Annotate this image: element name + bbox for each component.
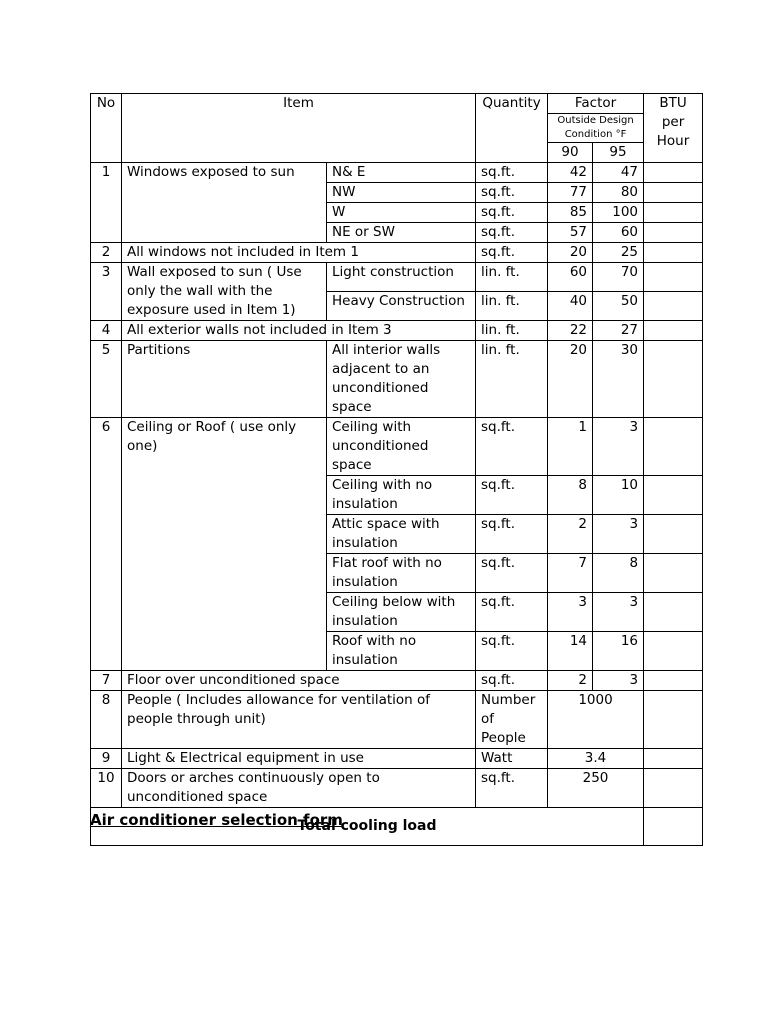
factor-95-cell: 27 xyxy=(593,321,644,341)
factor-95-cell: 25 xyxy=(593,243,644,263)
factor-90-cell: 2 xyxy=(548,515,593,554)
factor-95-cell: 80 xyxy=(593,183,644,203)
total-cooling-load-label: Total cooling load xyxy=(91,808,644,846)
btu-input-cell[interactable] xyxy=(644,223,703,243)
row-number: 5 xyxy=(91,341,122,418)
factor-95-cell: 3 xyxy=(593,593,644,632)
item-cell: Partitions xyxy=(122,341,327,418)
header-factor: Factor xyxy=(548,94,644,114)
factor-90-cell: 2 xyxy=(548,671,593,691)
btu-input-cell[interactable] xyxy=(644,515,703,554)
sub-item-cell: Light construction xyxy=(327,263,476,292)
btu-input-cell[interactable] xyxy=(644,418,703,476)
factor-90-cell: 1 xyxy=(548,418,593,476)
quantity-cell: sq.ft. xyxy=(476,183,548,203)
btu-input-cell[interactable] xyxy=(644,749,703,769)
btu-input-cell[interactable] xyxy=(644,321,703,341)
sub-item-cell: All interior walls adjacent to an unconditioned space xyxy=(327,341,476,418)
sub-item-cell: Flat roof with no insulation xyxy=(327,554,476,593)
row-number: 4 xyxy=(91,321,122,341)
factor-90-cell: 3 xyxy=(548,593,593,632)
cooling-load-table xyxy=(90,93,703,846)
factor-95-cell: 47 xyxy=(593,163,644,183)
btu-input-cell[interactable] xyxy=(644,769,703,808)
factor-cell: 250 xyxy=(548,769,644,808)
table-row xyxy=(91,163,703,183)
quantity-cell: sq.ft. xyxy=(476,554,548,593)
form-title: Air conditioner selection form xyxy=(90,811,343,829)
quantity-cell: sq.ft. xyxy=(476,223,548,243)
quantity-cell: lin. ft. xyxy=(476,263,548,292)
sub-item-cell: Heavy Construction xyxy=(327,292,476,321)
table-row xyxy=(91,671,703,691)
header-90: 90 xyxy=(548,143,593,163)
quantity-cell: Number of People xyxy=(476,691,548,749)
row-number: 9 xyxy=(91,749,122,769)
row-number: 3 xyxy=(91,263,122,321)
quantity-cell: sq.ft. xyxy=(476,476,548,515)
quantity-cell: sq.ft. xyxy=(476,769,548,808)
quantity-cell: lin. ft. xyxy=(476,292,548,321)
row-number: 8 xyxy=(91,691,122,749)
factor-95-cell: 60 xyxy=(593,223,644,243)
factor-cell: 1000 xyxy=(548,691,644,749)
table-row xyxy=(91,769,703,808)
sub-item-cell: N& E xyxy=(327,163,476,183)
btu-input-cell[interactable] xyxy=(644,691,703,749)
factor-95-cell: 16 xyxy=(593,632,644,671)
table-row xyxy=(91,321,703,341)
item-cell: All exterior walls not included in Item 3 xyxy=(122,321,476,341)
sub-item-cell: NW xyxy=(327,183,476,203)
sub-item-cell: W xyxy=(327,203,476,223)
factor-95-cell: 10 xyxy=(593,476,644,515)
factor-95-cell: 50 xyxy=(593,292,644,321)
row-number: 7 xyxy=(91,671,122,691)
item-cell: Doors or arches continuously open to unconditioned space xyxy=(122,769,476,808)
sub-item-cell: Ceiling with unconditioned space xyxy=(327,418,476,476)
btu-input-cell[interactable] xyxy=(644,243,703,263)
factor-90-cell: 60 xyxy=(548,263,593,292)
quantity-cell: sq.ft. xyxy=(476,593,548,632)
quantity-cell: sq.ft. xyxy=(476,163,548,183)
factor-90-cell: 57 xyxy=(548,223,593,243)
quantity-cell: sq.ft. xyxy=(476,632,548,671)
header-condition: Outside Design Condition °F xyxy=(548,114,644,143)
item-cell: People ( Includes allowance for ventilation of people through unit) xyxy=(122,691,476,749)
factor-90-cell: 20 xyxy=(548,341,593,418)
factor-cell: 3.4 xyxy=(548,749,644,769)
factor-95-cell: 100 xyxy=(593,203,644,223)
sub-item-cell: Attic space with insulation xyxy=(327,515,476,554)
table-row xyxy=(91,691,703,749)
row-number: 1 xyxy=(91,163,122,243)
factor-90-cell: 20 xyxy=(548,243,593,263)
quantity-cell: Watt xyxy=(476,749,548,769)
header-row xyxy=(91,94,703,114)
factor-90-cell: 8 xyxy=(548,476,593,515)
quantity-cell: sq.ft. xyxy=(476,243,548,263)
item-cell: Ceiling or Roof ( use only one) xyxy=(122,418,327,671)
factor-95-cell: 30 xyxy=(593,341,644,418)
btu-input-cell[interactable] xyxy=(644,593,703,632)
sub-item-cell: Ceiling below with insulation xyxy=(327,593,476,632)
factor-95-cell: 3 xyxy=(593,515,644,554)
btu-input-cell[interactable] xyxy=(644,292,703,321)
header-btu: BTU per Hour xyxy=(644,94,703,163)
item-cell: Light & Electrical equipment in use xyxy=(122,749,476,769)
header-item: Item xyxy=(122,94,476,163)
factor-90-cell: 42 xyxy=(548,163,593,183)
factor-95-cell: 3 xyxy=(593,418,644,476)
factor-90-cell: 85 xyxy=(548,203,593,223)
quantity-cell: sq.ft. xyxy=(476,203,548,223)
btu-input-cell[interactable] xyxy=(644,476,703,515)
factor-90-cell: 40 xyxy=(548,292,593,321)
btu-input-cell[interactable] xyxy=(644,341,703,418)
factor-90-cell: 7 xyxy=(548,554,593,593)
quantity-cell: lin. ft. xyxy=(476,321,548,341)
row-number: 10 xyxy=(91,769,122,808)
quantity-cell: lin. ft. xyxy=(476,341,548,418)
row-number: 2 xyxy=(91,243,122,263)
factor-90-cell: 14 xyxy=(548,632,593,671)
header-no: No xyxy=(91,94,122,163)
factor-90-cell: 22 xyxy=(548,321,593,341)
btu-input-cell[interactable] xyxy=(644,671,703,691)
btu-input-cell[interactable] xyxy=(644,263,703,292)
quantity-cell: sq.ft. xyxy=(476,418,548,476)
factor-95-cell: 8 xyxy=(593,554,644,593)
item-cell: Windows exposed to sun xyxy=(122,163,327,243)
table-row xyxy=(91,749,703,769)
item-cell: Floor over unconditioned space xyxy=(122,671,476,691)
btu-input-cell[interactable] xyxy=(644,554,703,593)
btu-input-cell[interactable] xyxy=(644,632,703,671)
quantity-cell: sq.ft. xyxy=(476,671,548,691)
btu-input-cell[interactable] xyxy=(644,183,703,203)
sub-item-cell: Ceiling with no insulation xyxy=(327,476,476,515)
sub-item-cell: Roof with no insulation xyxy=(327,632,476,671)
header-quantity: Quantity xyxy=(476,94,548,163)
header-95: 95 xyxy=(593,143,644,163)
btu-input-cell[interactable] xyxy=(644,203,703,223)
item-cell: All windows not included in Item 1 xyxy=(122,243,476,263)
factor-95-cell: 3 xyxy=(593,671,644,691)
row-number: 6 xyxy=(91,418,122,671)
quantity-cell: sq.ft. xyxy=(476,515,548,554)
total-btu-input-cell[interactable] xyxy=(644,808,703,846)
sub-item-cell: NE or SW xyxy=(327,223,476,243)
table-row xyxy=(91,263,703,292)
table-row xyxy=(91,418,703,476)
table-row xyxy=(91,243,703,263)
factor-90-cell: 77 xyxy=(548,183,593,203)
btu-input-cell[interactable] xyxy=(644,163,703,183)
item-cell: Wall exposed to sun ( Use only the wall with the exposure used in Item 1) xyxy=(122,263,327,321)
table-row xyxy=(91,341,703,418)
factor-95-cell: 70 xyxy=(593,263,644,292)
